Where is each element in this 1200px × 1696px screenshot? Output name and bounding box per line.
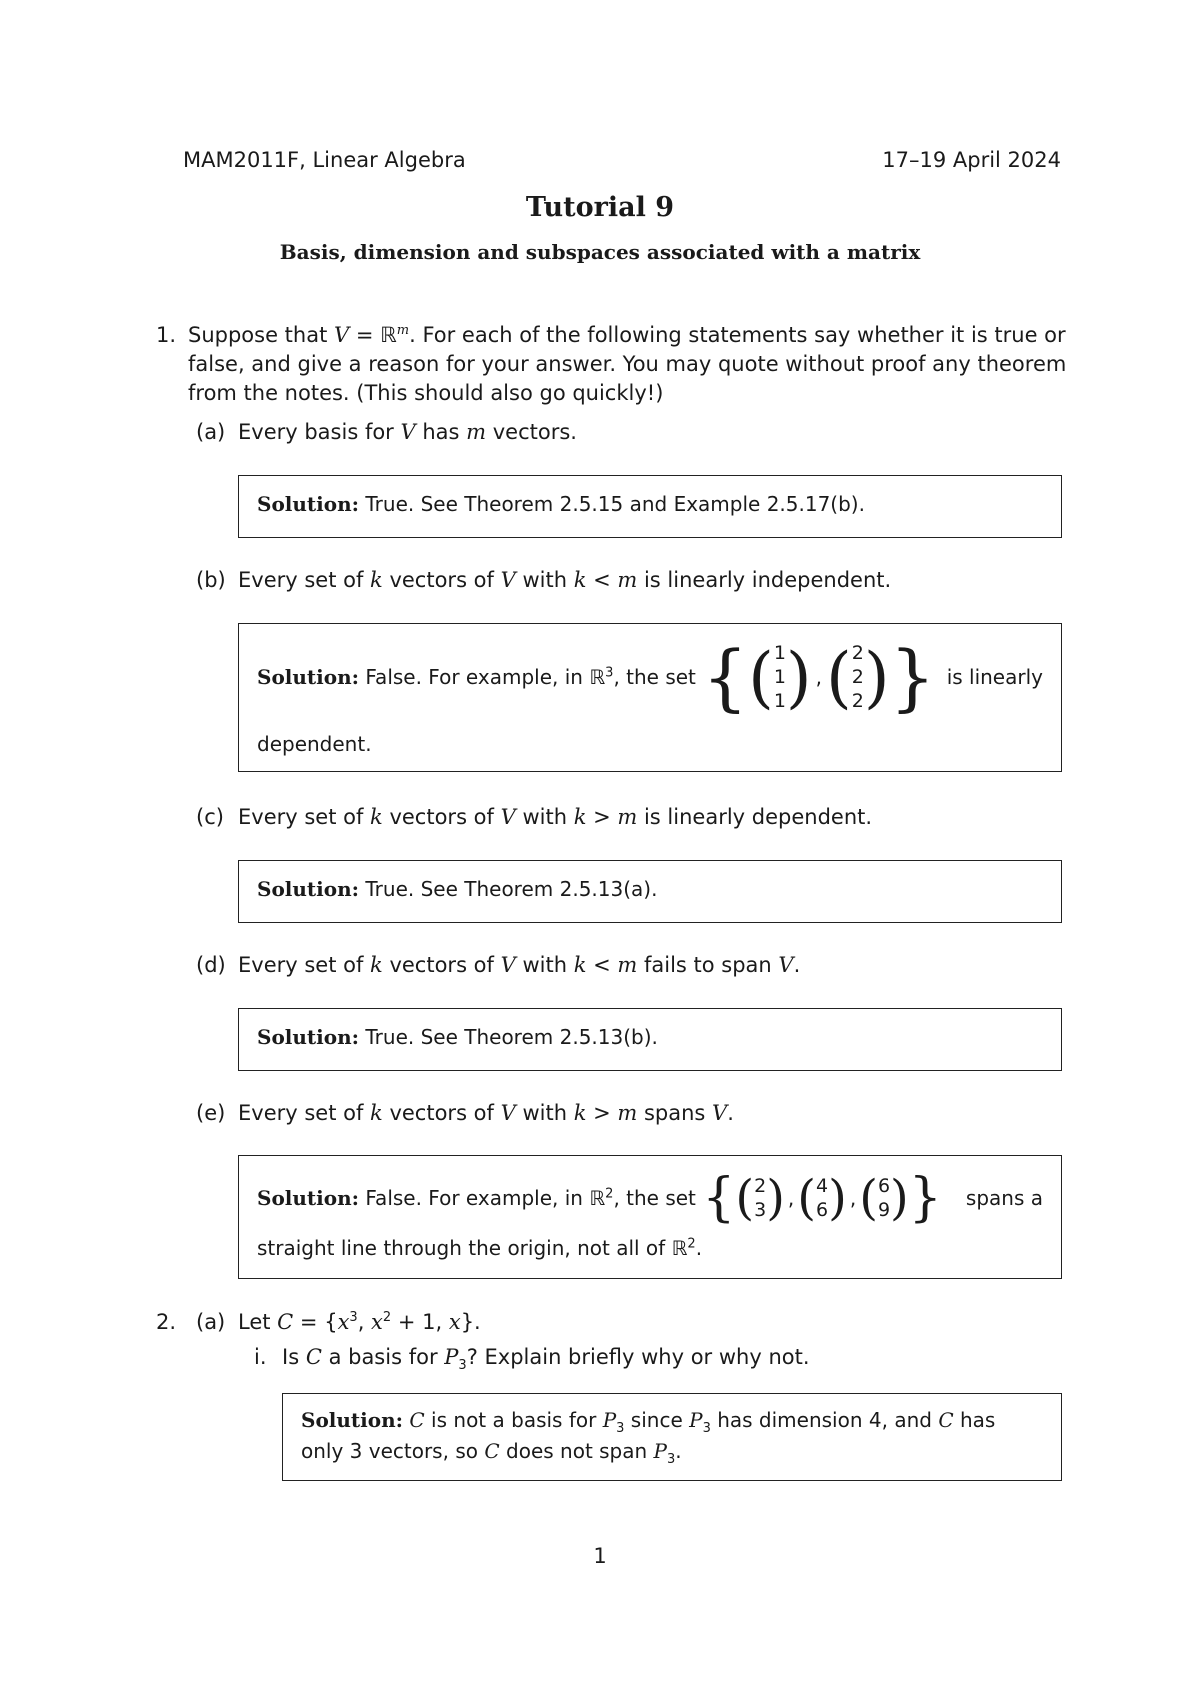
solution-text-end: is linearly xyxy=(946,665,1043,689)
page-number: 1 xyxy=(593,1544,607,1568)
solution-label: Solution: xyxy=(257,877,360,901)
q2-part-a-statement: Let $C = \{x^3$, $x^2 + 1$, x}. xyxy=(238,1310,481,1334)
left-brace: { xyxy=(702,1168,736,1228)
vector-3: 6 9 xyxy=(877,1175,891,1221)
solution-text-line-2: dependent. xyxy=(257,732,372,756)
solution-label: Solution: xyxy=(257,665,360,689)
part-e-label: (e) xyxy=(196,1101,226,1125)
q2-part-a-label: (a) xyxy=(196,1310,226,1334)
right-brace: } xyxy=(908,1168,942,1228)
part-a-label: (a) xyxy=(196,420,226,444)
vector-2: 4 6 xyxy=(816,1175,829,1221)
vector-1: 1 1 1 xyxy=(773,642,786,712)
solution-text: True. See Theorem 2.5.13(b). xyxy=(365,1025,658,1049)
q2-sub-i-label: i. xyxy=(254,1345,267,1369)
part-a-statement: Every basis for V has m vectors. xyxy=(238,420,577,444)
solution-text: False. For example, in ℝ$^2$, the set xyxy=(365,1186,696,1210)
solution-box-q2-a-i xyxy=(282,1393,1062,1481)
part-e-statement: Every set of k vectors of V with k > m spans V. xyxy=(238,1101,734,1125)
solution-text-line-2: straight line through the origin, not all of ℝ$^2$. xyxy=(257,1236,703,1260)
vector-2: 2 2 2 xyxy=(851,642,864,712)
question-1-intro-line-2: false, and give a reason for your answer. You may quote without proof any theorem xyxy=(188,352,1067,376)
solution-text: False. For example, in ℝ$^3$, the set xyxy=(365,665,696,689)
part-d-label: (d) xyxy=(196,953,226,977)
solution-box-e: Solution: False. For example, in ℝ$^2$, the set { ( 2 3 ) , ( 4 6 ) , ( 6 9 ) } spans a straight line through the origin, not all of ℝ$^2$. xyxy=(238,1155,1062,1279)
part-b-label: (b) xyxy=(196,568,226,592)
question-1-intro-line-1: Suppose that V = ℝ$^m$. For each of the following statements say whether it is true or xyxy=(188,323,1066,347)
solution-label: Solution: xyxy=(257,492,360,516)
vector-1: 2 3 xyxy=(754,1175,767,1221)
solution-label: Solution: xyxy=(301,1408,404,1432)
solution-text-end: spans a xyxy=(965,1186,1043,1210)
solution-box-a xyxy=(238,475,1062,538)
question-2-number: 2. xyxy=(156,1310,177,1334)
page-subtitle: Basis, dimension and subspaces associated with a matrix xyxy=(279,240,921,264)
solution-text: True. See Theorem 2.5.15 and Example 2.5.17(b). xyxy=(365,492,865,516)
part-c-statement: Every set of k vectors of V with k > m is linearly dependent. xyxy=(238,805,873,829)
left-brace: { xyxy=(702,635,749,719)
part-b-statement: Every set of k vectors of V with k < m is linearly independent. xyxy=(238,568,892,592)
solution-text-line-1: C is not a basis for $P_3$ since $P_3$ has dimension 4, and C has xyxy=(409,1408,996,1436)
solution-box-d xyxy=(238,1008,1062,1071)
solution-label: Solution: xyxy=(257,1025,360,1049)
solution-label: Solution: xyxy=(257,1186,360,1210)
solution-box-b: Solution: False. For example, in ℝ$^3$, the set { ( 1 1 1 ) , ( 2 2 2 ) } is linearly dependent. xyxy=(238,623,1062,772)
course-name: MAM2011F, Linear Algebra xyxy=(183,148,466,172)
solution-box-c xyxy=(238,860,1062,923)
part-d-statement: Every set of k vectors of V with k < m fails to span V. xyxy=(238,953,801,977)
solution-text-line-2: only 3 vectors, so C does not span $P_3$. xyxy=(301,1439,682,1467)
tutorial-dates: 17–19 April 2024 xyxy=(882,148,1061,172)
question-1-intro-line-3: from the notes. (This should also go quickly!) xyxy=(188,381,664,405)
question-1-number: 1. xyxy=(156,323,177,347)
q2-sub-i-statement: Is C a basis for $P_3$? Explain briefly why or why not. xyxy=(282,1345,810,1374)
solution-text: True. See Theorem 2.5.13(a). xyxy=(365,877,658,901)
right-brace: } xyxy=(889,635,936,719)
page-title: Tutorial 9 xyxy=(525,192,675,223)
part-c-label: (c) xyxy=(196,805,224,829)
